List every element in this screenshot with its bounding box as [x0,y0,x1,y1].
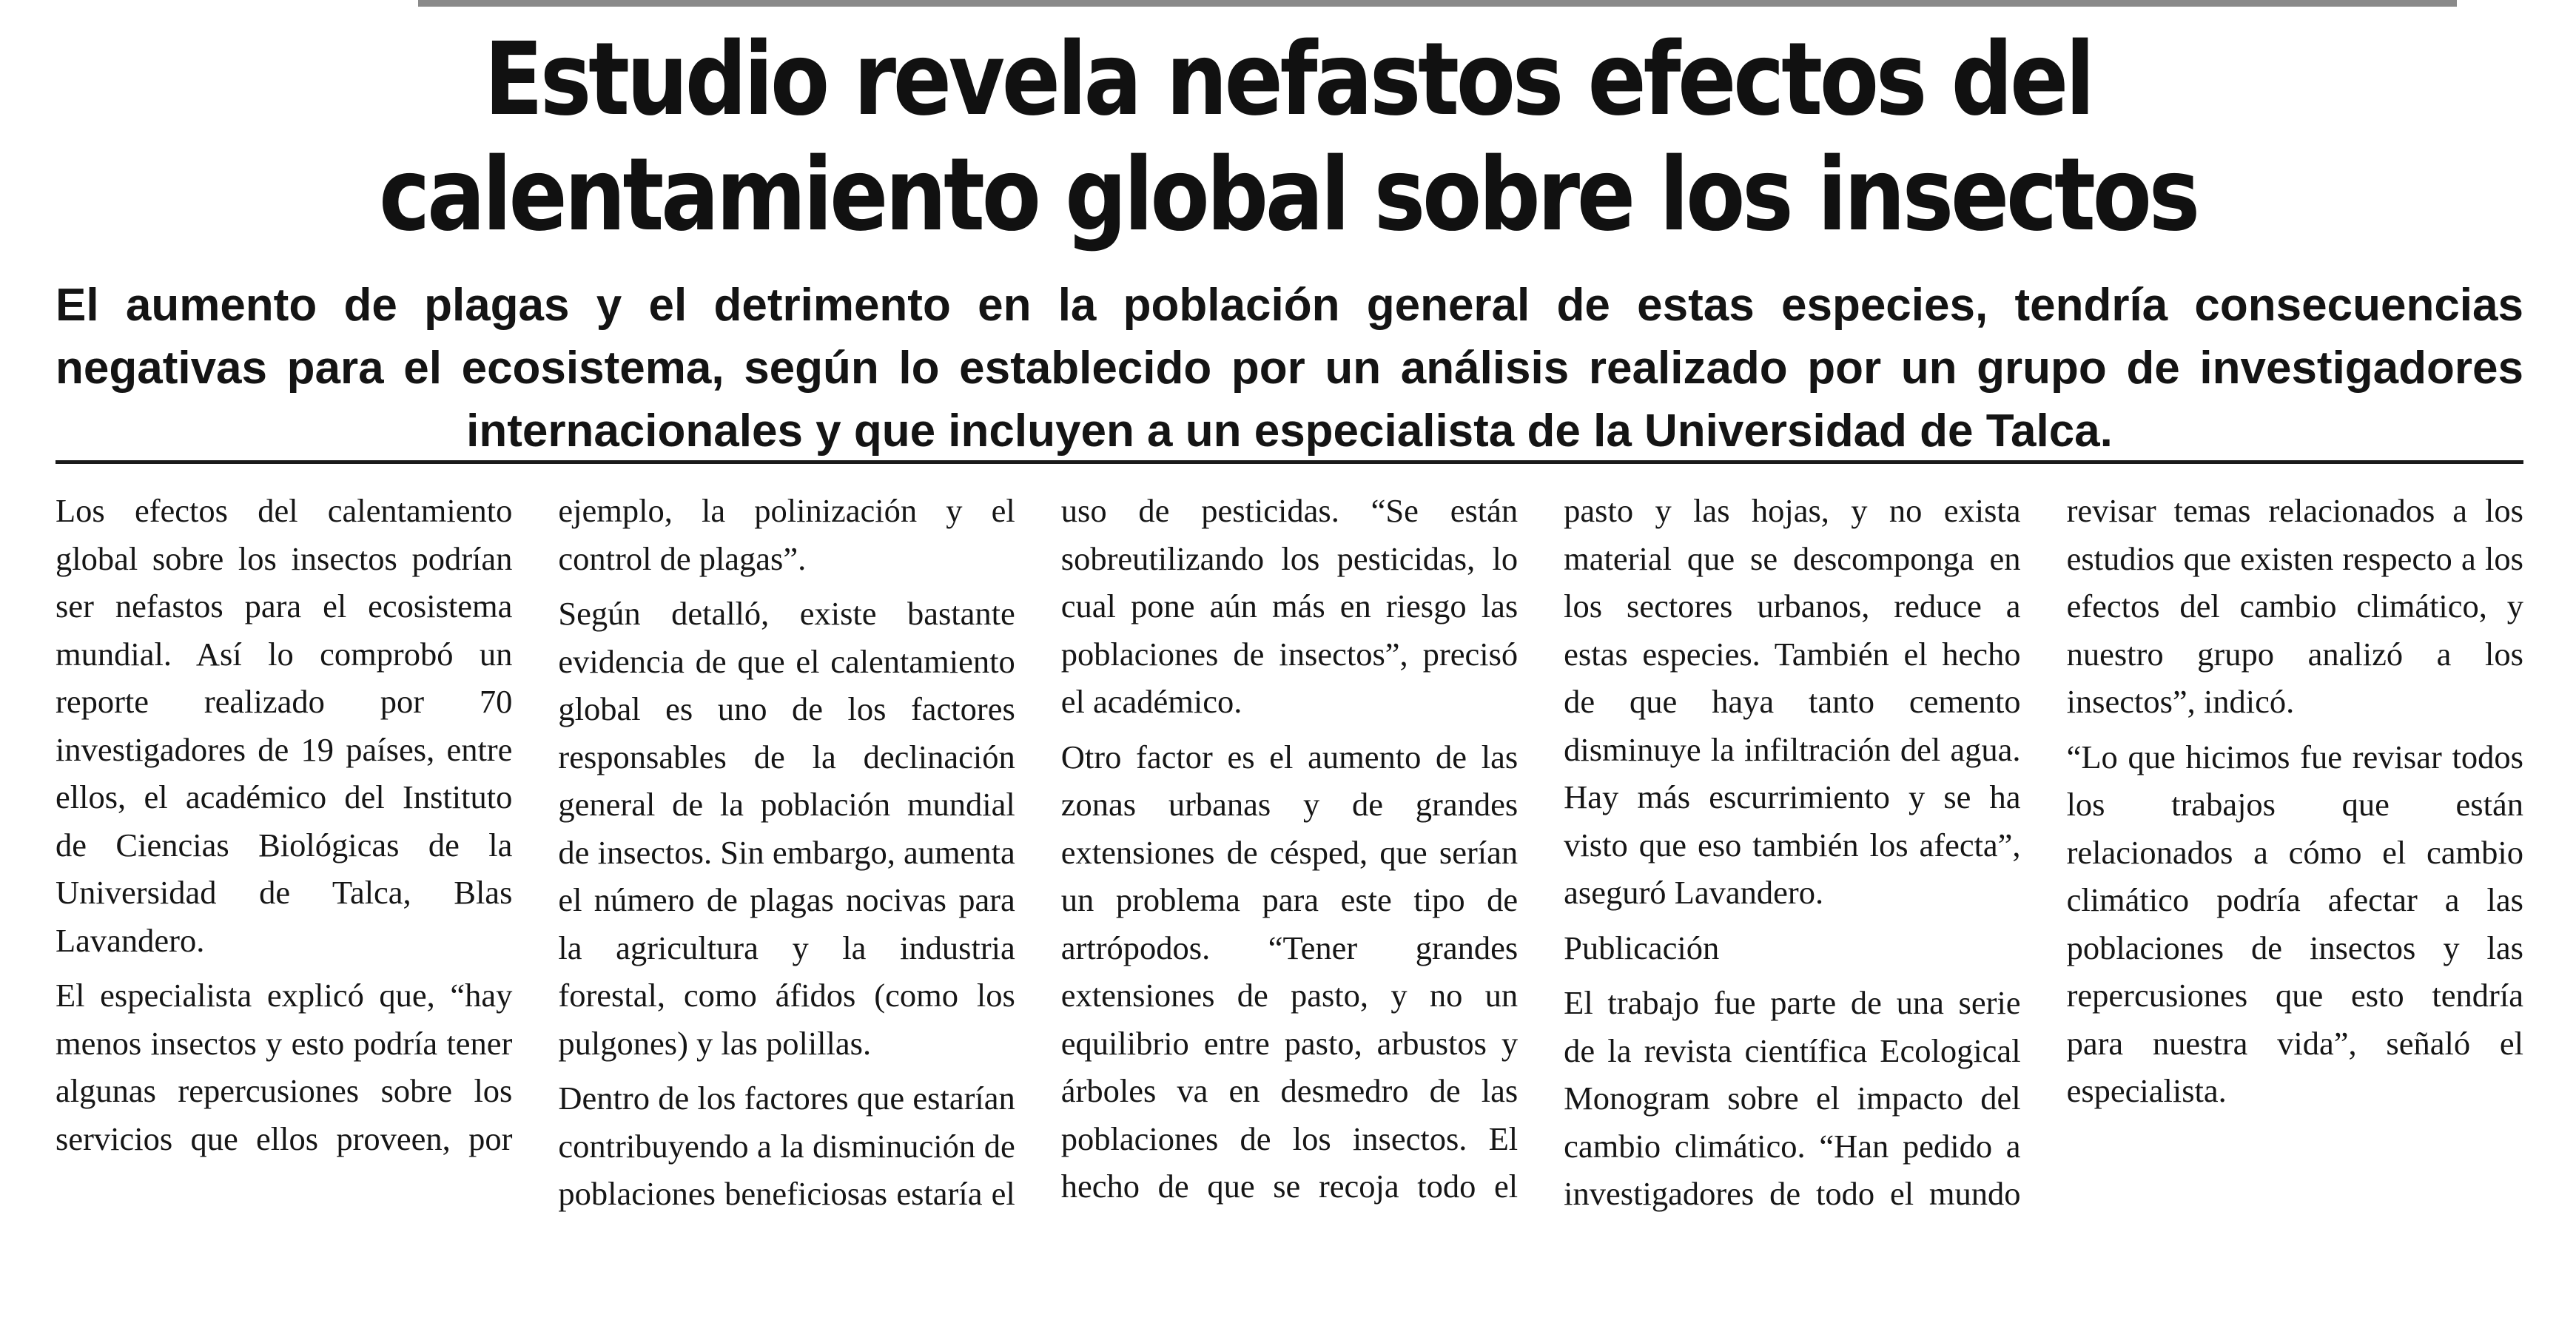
body-paragraph: “Lo que hicimos fue revisar todos los trabajos que están relacionados a cómo el cambio climático podría afectar a las poblaciones de insectos y las repercusiones que esto tendría para nuestra vida”, señaló el especialista. [2066,738,2523,1109]
deck: El aumento de plagas y el detrimento en la población general de estas especies, tendría consecuencias negativas para el ecosistema, según lo establecido por un análisis realizado por un grupo de investigadores internacionales y que incluyen a un especialista de la Universidad de Talca. [56,280,2523,457]
headline [181,22,2396,253]
body-paragraph: El trabajo fue parte de una serie de la revista científica Ecological Monogram sobre el impacto del cambio climático. “Han pedido a investigadores de todo el mundo revisar temas relacionados a los estudios que existen respecto a los efectos del cambio climático, y nuestro grupo analizó a los insectos”, indicó. [1564,492,2523,1212]
top-rule [418,0,2457,7]
body-paragraph: Otro factor es el aumento de las zonas urbanas y de grandes extensiones de césped, que serían un problema para este tipo de artrópodos. “Tener grandes extensiones de pasto, y no un equilibrio entre pasto, arbustos y árboles va en desmedro de las poblaciones de los insectos. El hecho de que se recoja todo el pasto y las hojas, y no exista material que se descomponga en los sectores urbanos, reduce a estas especies. También el hecho de que haya tanto cemento disminuye la infiltración del agua. Hay más escurrimiento y se ha visto que eso también los afecta”, aseguró Lavandero. [1060,492,2021,1205]
divider-rule [56,460,2523,464]
headline-line-1: Estudio revela nefastos efectos del [484,21,2092,138]
body-paragraph: El especialista explicó que, “hay menos insectos y esto podría tener algunas repercusiones sobre los servicios que ellos proveen, por ejemplo, la polinización y el control de plagas”. [56,492,1015,1157]
section-subhead: Publicación [1564,929,1720,966]
headline-line-2: calentamiento global sobre los insectos [379,137,2197,254]
body-paragraph: Los efectos del calentamiento global sobre los insectos podrían ser nefastos para el ecosistema mundial. Así lo comprobó un reporte realizado por 70 investigadores de 19 países, entre ellos, el académico del Instituto de Ciencias Biológicas de la Universidad de Talca, Blas Lavandero. [56,492,513,959]
article-body [56,487,2523,1242]
body-paragraph: Dentro de los factores que estarían contribuyendo a la disminución de poblaciones beneficiosas estaría el uso de pesticidas. “Se están sobreutilizando los pesticidas, lo cual pone aún más en riesgo las poblaciones de insectos”, precisó el académico. [558,492,1519,1212]
body-paragraph: Según detalló, existe bastante evidencia de que el calentamiento global es uno de los factores responsables de la declinación general de la población mundial de insectos. Sin embargo, aumenta el número de plagas nocivas para la agricultura y la industria forestal, como áfidos (como los pulgones) y las polillas. [558,595,1015,1062]
